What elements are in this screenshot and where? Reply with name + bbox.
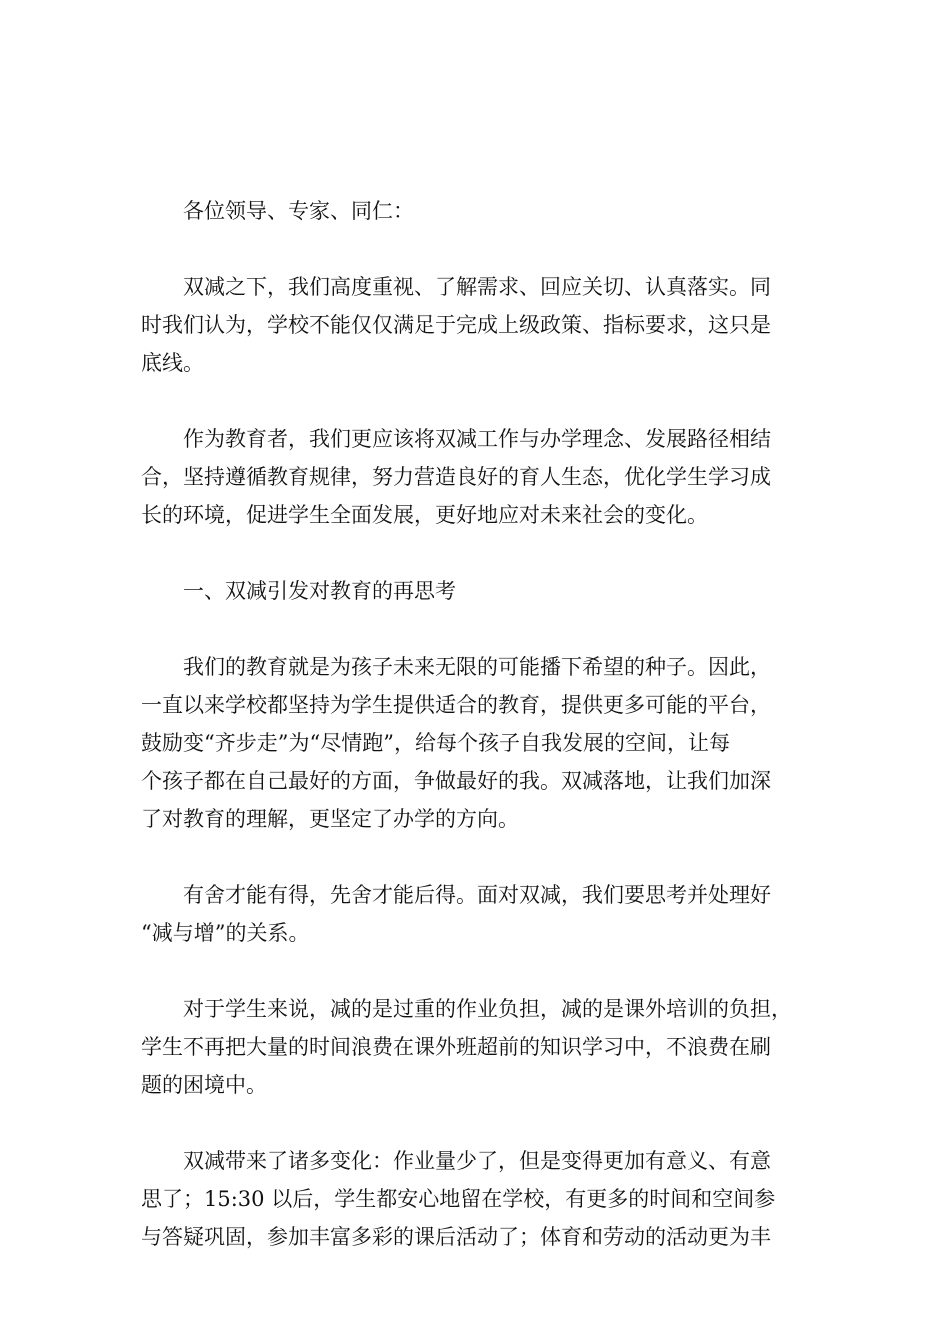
salutation	[141, 192, 813, 230]
paragraph-line: 作为教育者，我们更应该将双减工作与办学理念、发展路径相结	[183, 427, 771, 451]
paragraph-gap	[141, 610, 813, 648]
paragraph-line: 与答疑巩固，参加丰富多彩的课后活动了；体育和劳动的活动更为丰	[141, 1225, 771, 1249]
paragraph-line: 长的环境，促进学生全面发展，更好地应对未来社会的变化。	[141, 503, 708, 527]
paragraph-line: 底线。	[141, 351, 204, 375]
paragraph-2	[141, 420, 813, 534]
paragraph-line: 鼓励变“齐步走”为“尽情跑”，给每个孩子自我发展的空间，让每	[141, 731, 730, 755]
section-heading	[141, 572, 813, 610]
paragraph-gap	[141, 952, 813, 990]
paragraph-line: 学生不再把大量的时间浪费在课外班超前的知识学习中，不浪费在刷	[141, 1035, 771, 1059]
paragraph-4	[141, 876, 813, 952]
paragraph-6	[141, 1142, 813, 1256]
document-body	[141, 192, 813, 1256]
paragraph-gap	[141, 1104, 813, 1142]
paragraph-line: 有舍才能有得，先舍才能后得。面对双减，我们要思考并处理好	[183, 883, 771, 907]
paragraph-line: 我们的教育就是为孩子未来无限的可能播下希望的种子。因此，	[183, 655, 771, 679]
paragraph-3	[141, 648, 813, 838]
paragraph-gap	[141, 534, 813, 572]
salutation-line: 各位领导、专家、同仁：	[183, 199, 414, 223]
paragraph-line: 个孩子都在自己最好的方面，争做最好的我。双减落地，让我们加深	[141, 769, 771, 793]
section-heading-text: 一、双减引发对教育的再思考	[183, 579, 456, 603]
paragraph-gap	[141, 382, 813, 420]
paragraph-line: 时我们认为，学校不能仅仅满足于完成上级政策、指标要求，这只是	[141, 313, 771, 337]
paragraph-line: 合，坚持遵循教育规律，努力营造良好的育人生态，优化学生学习成	[141, 465, 771, 489]
paragraph-line: 了对教育的理解，更坚定了办学的方向。	[141, 807, 519, 831]
paragraph-line: 思了；15:30 以后，学生都安心地留在学校，有更多的时间和空间参	[141, 1187, 776, 1211]
paragraph-line: 对于学生来说，减的是过重的作业负担，减的是课外培训的负担，	[183, 997, 792, 1021]
paragraph-gap	[141, 838, 813, 876]
paragraph-line: 一直以来学校都坚持为学生提供适合的教育，提供更多可能的平台，	[141, 693, 771, 717]
paragraph-line: 题的困境中。	[141, 1073, 267, 1097]
paragraph-line: 双减带来了诸多变化：作业量少了，但是变得更加有意义、有意	[183, 1149, 771, 1173]
paragraph-line: “减与增”的关系。	[141, 921, 310, 945]
paragraph-line: 双减之下，我们高度重视、了解需求、回应关切、认真落实。同	[183, 275, 771, 299]
paragraph-gap	[141, 230, 813, 268]
paragraph-5	[141, 990, 813, 1104]
paragraph-1	[141, 268, 813, 382]
